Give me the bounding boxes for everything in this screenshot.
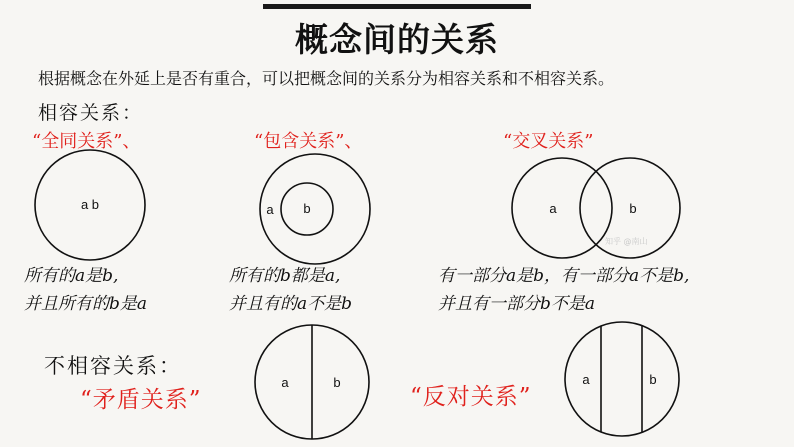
inclusion-label-b: b [303,201,311,216]
incompatible-heading: 不相容关系： [44,354,182,378]
inclusion-outer-circle [260,154,370,264]
contrary-relation-name: “反对关系” [410,384,532,410]
contradiction-label-b: b [333,375,341,390]
inclusion-description-line: 所有的b都是a, [229,266,341,286]
identity-description-line: 所有的a是b, [24,266,119,286]
inclusion-label-a: a [266,202,274,217]
intersection-description-line: 有一部分a是b，有一部分a不是b, [438,266,690,286]
contrary-label-b: b [649,372,657,387]
watermark: 知乎 @南山 [605,237,648,246]
inclusion-description [229,262,352,318]
compatible-heading: 相容关系： [38,102,144,124]
identity-label: a b [80,197,100,212]
inclusion-description-line: 并且有的a不是b [229,294,353,314]
intersection-description [438,262,689,318]
intersection-label-a: a [549,201,557,216]
intro-text: 根据概念在外延上是否有重合，可以把概念间的关系分为相容关系和不相容关系。 [38,69,615,88]
intersection-relation-name: “交叉关系” [503,131,594,152]
contradiction-relation-name: “矛盾关系” [80,387,202,413]
contrary-label-a: a [582,372,590,387]
intersection-description-line: 并且有一部分b不是a [438,294,596,314]
page-title: 概念间的关系 [295,20,499,59]
intersection-label-b: b [629,201,637,216]
identity-relation-name: “全同关系”、 [32,131,141,152]
identity-description [24,262,147,318]
intersection-circle-a [512,158,612,258]
inclusion-relation-name: “包含关系”、 [254,131,363,152]
contradiction-label-a: a [281,375,289,390]
identity-description-line: 并且所有的b是a [24,294,148,314]
